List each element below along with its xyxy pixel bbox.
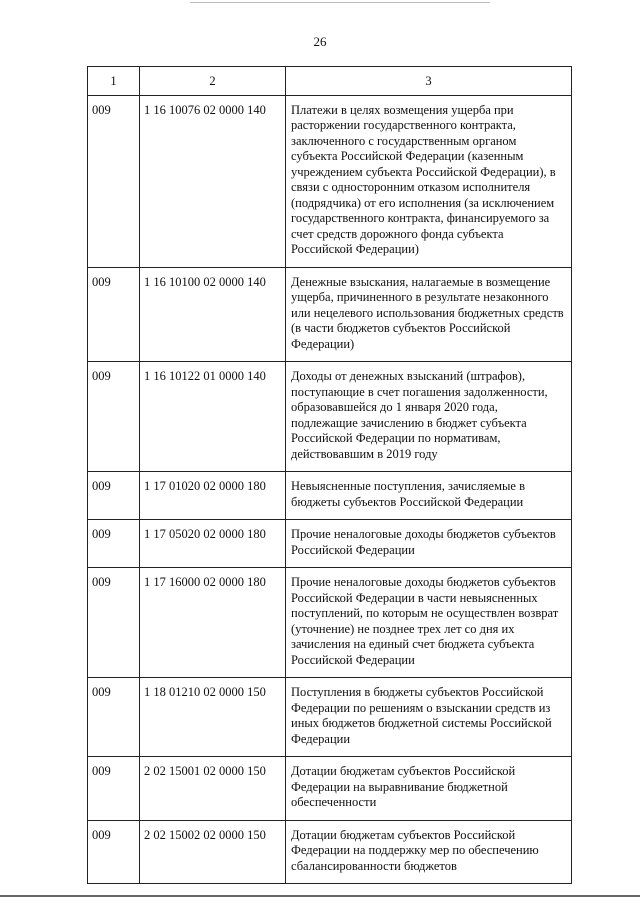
column-header-2: 2 [140, 67, 286, 96]
admin-code-cell: 009 [88, 568, 140, 678]
scan-edge-line [190, 2, 490, 3]
column-header-1: 1 [88, 67, 140, 96]
budget-code-cell: 1 17 16000 02 0000 180 [140, 568, 286, 678]
description-cell: Дотации бюджетам субъектов Российской Федерации на выравнивание бюджетной обеспеченности [286, 757, 572, 821]
budget-code-cell: 1 17 05020 02 0000 180 [140, 520, 286, 568]
budget-code-cell: 2 02 15001 02 0000 150 [140, 757, 286, 821]
admin-code-cell: 009 [88, 820, 140, 884]
admin-code-cell: 009 [88, 95, 140, 267]
admin-code-cell: 009 [88, 520, 140, 568]
table-row [88, 568, 572, 678]
table-row [88, 362, 572, 472]
description-cell: Прочие неналоговые доходы бюджетов субъектов Российской Федерации в части невыясненных поступлений, по которым не осуществлен возврат (уточнение) не позднее трех лет со дня их зачисления на единый счет бюджета субъекта Российской Федерации [286, 568, 572, 678]
table-row [88, 678, 572, 757]
admin-code-cell: 009 [88, 267, 140, 362]
description-cell: Денежные взыскания, налагаемые в возмещение ущерба, причиненного в результате незаконного или нецелевого использования бюджетных средств (в части бюджетов субъектов Российской Федерации) [286, 267, 572, 362]
budget-code-cell: 2 02 15002 02 0000 150 [140, 820, 286, 884]
table-row [88, 520, 572, 568]
description-cell: Доходы от денежных взысканий (штрафов), поступающие в счет погашения задолженности, образовавшейся до 1 января 2020 года, подлежащие зачислению в бюджет субъекта Российской Федерации по нормативам, действовавшим в 2019 году [286, 362, 572, 472]
description-cell: Дотации бюджетам субъектов Российской Федерации на поддержку мер по обеспечению сбалансированности бюджетов [286, 820, 572, 884]
admin-code-cell: 009 [88, 362, 140, 472]
description-cell: Невыясненные поступления, зачисляемые в бюджеты субъектов Российской Федерации [286, 472, 572, 520]
table-row [88, 267, 572, 362]
page-number: 26 [313, 34, 327, 49]
table-row [88, 757, 572, 821]
admin-code-cell: 009 [88, 757, 140, 821]
budget-code-cell: 1 16 10076 02 0000 140 [140, 95, 286, 267]
description-cell: Платежи в целях возмещения ущерба при расторжении государственного контракта, заключенного с государственным органом субъекта Российской Федерации (казенным учреждением субъекта Российской Федерации), в связи с односторонним отказом исполнителя (подрядчика) от его исполнения (за исключением государственного контракта, финансируемого за счет средств дорожного фонда субъекта Российской Федерации) [286, 95, 572, 267]
description-cell: Прочие неналоговые доходы бюджетов субъектов Российской Федерации [286, 520, 572, 568]
table-row [88, 95, 572, 267]
budget-code-cell: 1 16 10122 01 0000 140 [140, 362, 286, 472]
description-cell: Поступления в бюджеты субъектов Российской Федерации по решениям о взыскании средств из иных бюджетов бюджетной системы Российской Федерации [286, 678, 572, 757]
budget-classification-table [87, 66, 572, 884]
table-row [88, 820, 572, 884]
budget-code-cell: 1 16 10100 02 0000 140 [140, 267, 286, 362]
column-header-3: 3 [286, 67, 572, 96]
admin-code-cell: 009 [88, 472, 140, 520]
scan-edge-line [0, 895, 640, 897]
budget-code-cell: 1 18 01210 02 0000 150 [140, 678, 286, 757]
table-row [88, 472, 572, 520]
table-header-row [88, 67, 572, 96]
budget-code-cell: 1 17 01020 02 0000 180 [140, 472, 286, 520]
admin-code-cell: 009 [88, 678, 140, 757]
